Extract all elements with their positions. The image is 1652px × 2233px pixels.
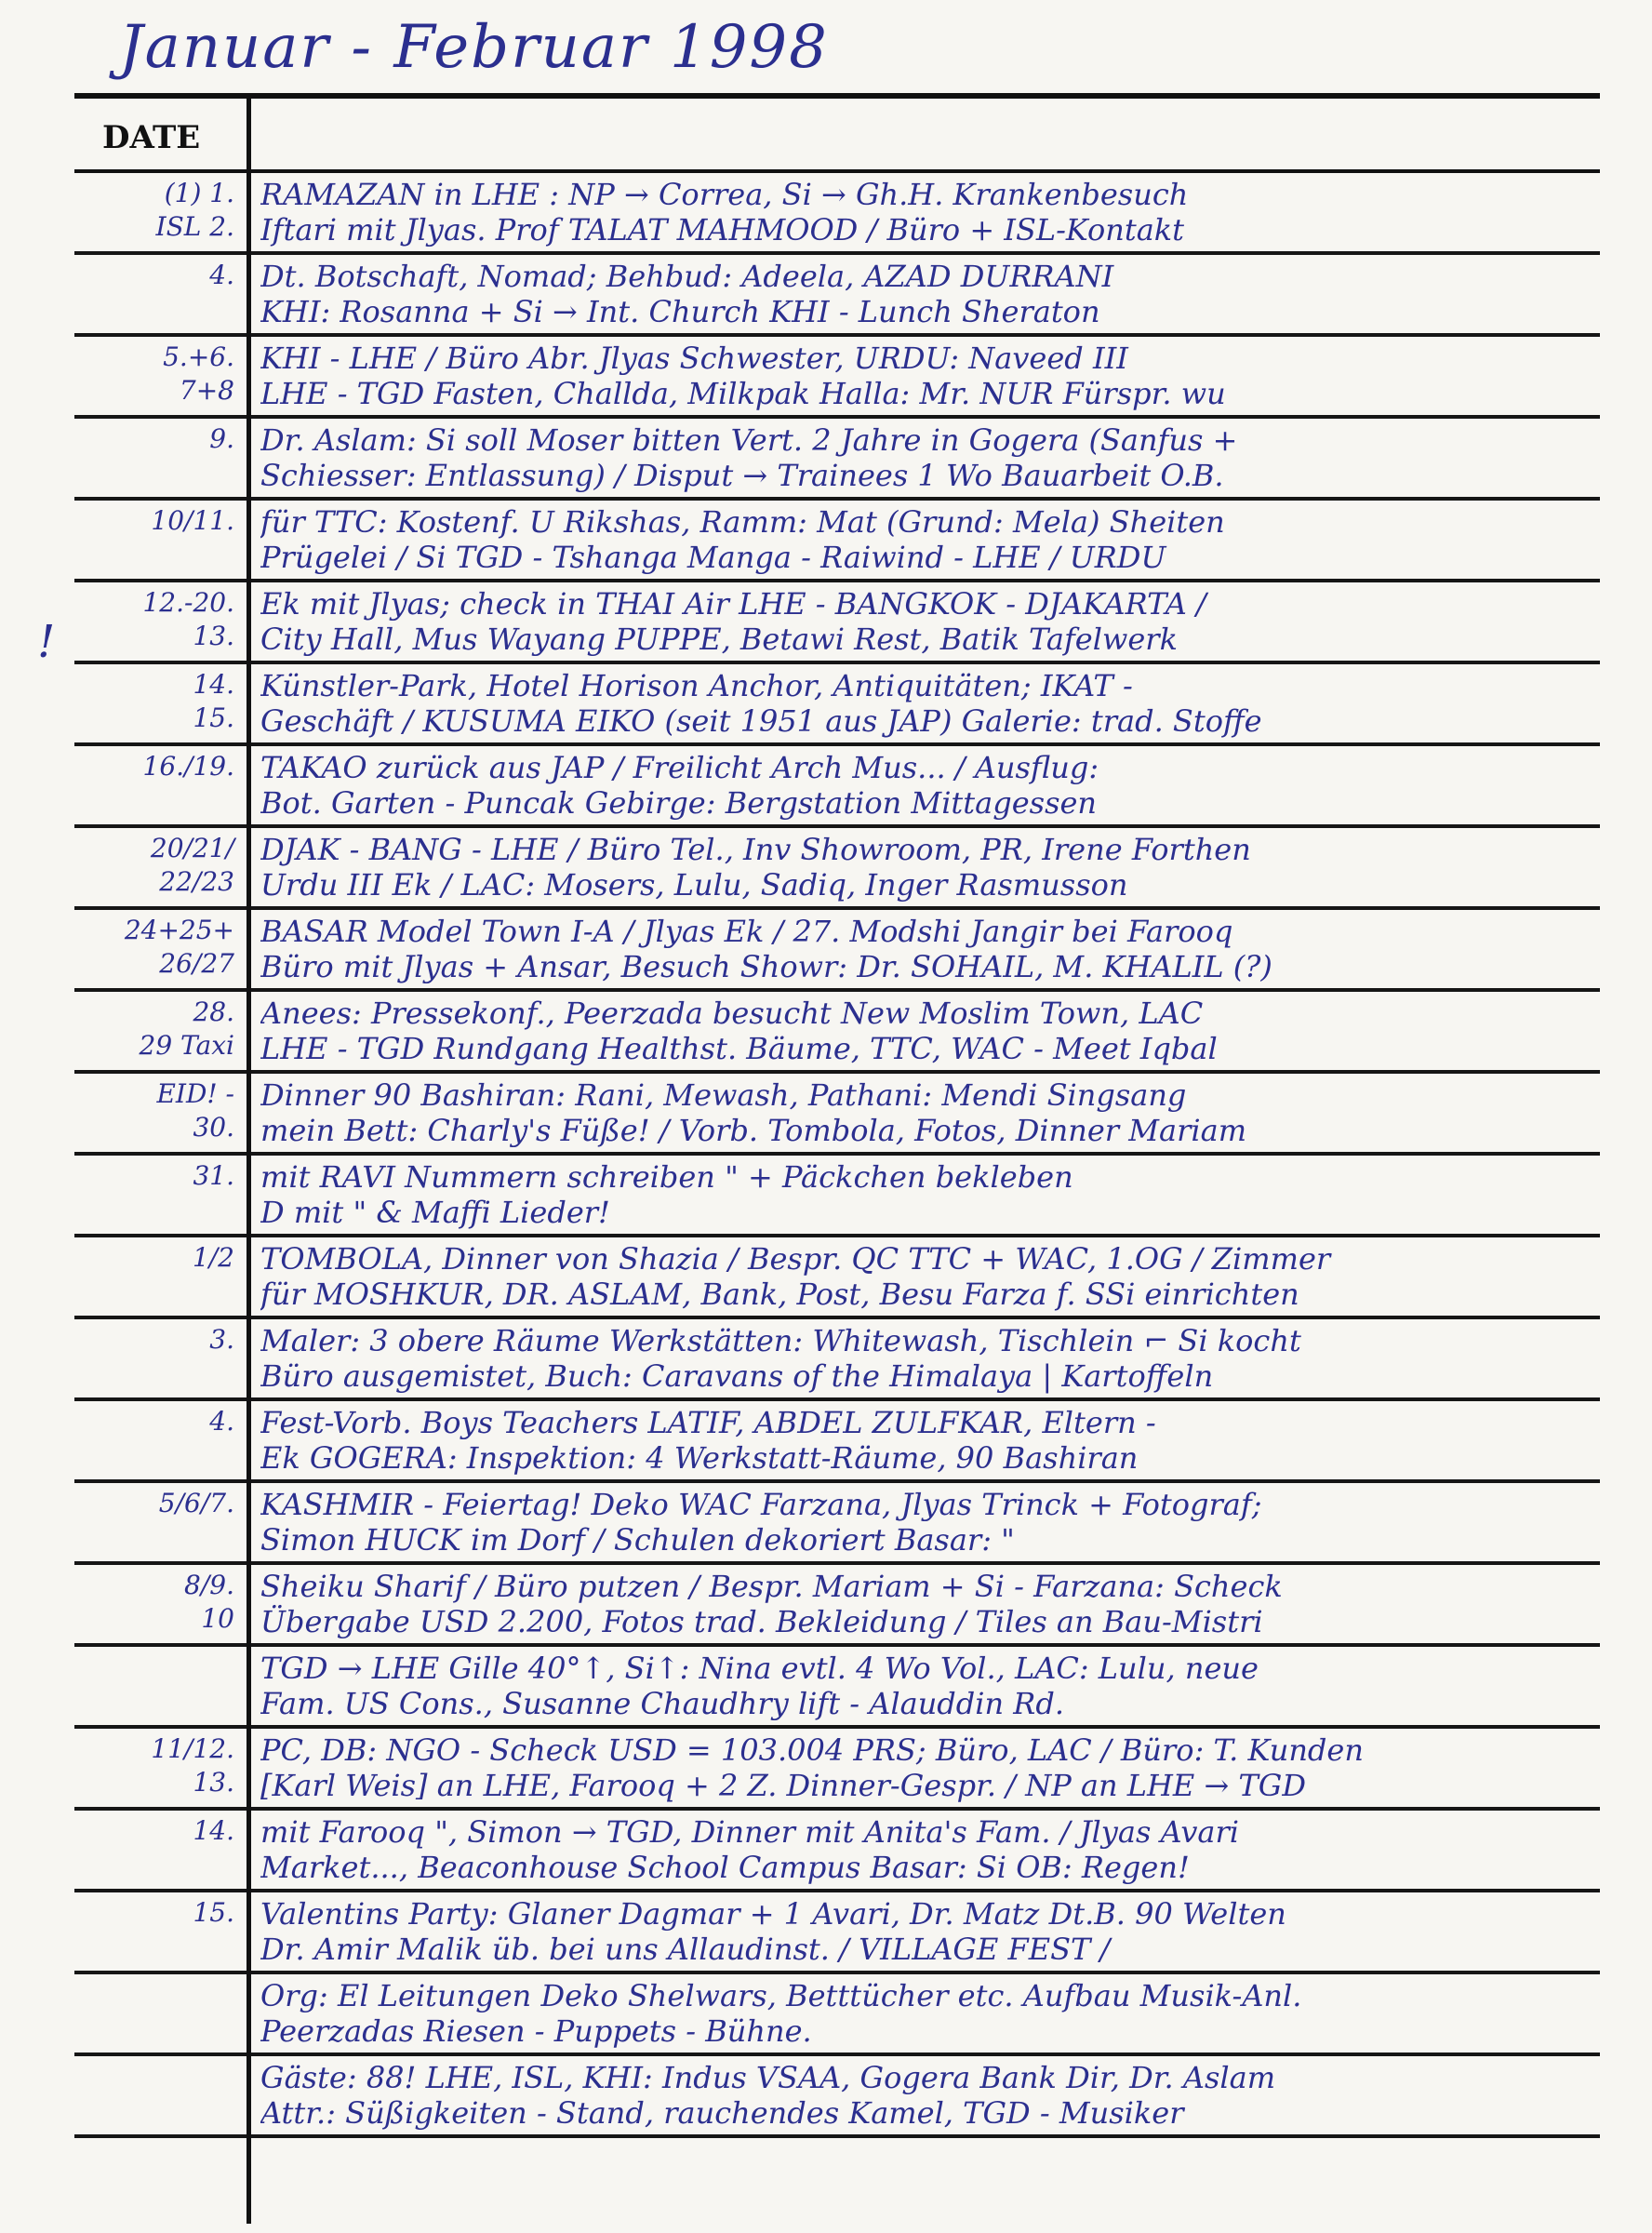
table-header <box>74 93 1600 173</box>
entry-line: Ek GOGERA: Inspektion: 4 Werkstatt-Räume, 90 Bashiran <box>260 1440 1139 1476</box>
row-date: 14. <box>193 1815 234 1846</box>
entry-line: Dt. Botschaft, Nomad; Behbud: Adeela, AZAD DURRANI <box>260 259 1114 294</box>
page-title: Januar - Februar 1998 <box>119 13 829 82</box>
entry-line: LHE - TGD Rundgang Healthst. Bäume, TTC, WAC - Meet Iqbal <box>260 1031 1218 1066</box>
row-entry <box>260 1405 1591 1481</box>
entry-line: BASAR Model Town I-A / Jlyas Ek / 27. Modshi Jangir bei Farooq <box>260 914 1233 949</box>
entry-line: [Karl Weis] an LHE, Farooq + 2 Z. Dinner-Gespr. / NP an LHE → TGD <box>260 1768 1306 1803</box>
row-entry <box>260 504 1591 581</box>
row-entry <box>260 177 1591 253</box>
row-date: 15. <box>193 1897 234 1928</box>
diary-row <box>74 1811 1600 1892</box>
entry-line: DJAK - BANG - LHE / Büro Tel., Inv Showroom, PR, Irene Forthen <box>260 832 1251 867</box>
diary-row <box>74 2056 1600 2138</box>
row-entry <box>260 914 1591 990</box>
diary-row <box>74 1483 1600 1565</box>
row-entry <box>260 1732 1591 1809</box>
diary-row <box>74 1319 1600 1401</box>
diary-row <box>74 1974 1600 2056</box>
date-column-header: DATE <box>102 119 201 156</box>
row-date: 20/21/ 22/23 <box>150 833 234 897</box>
entry-line: TOMBOLA, Dinner von Shazia / Bespr. QC TTC + WAC, 1.OG / Zimmer <box>260 1241 1331 1277</box>
entry-line: Valentins Party: Glaner Dagmar + 1 Avari, Dr. Matz Dt.B. 90 Welten <box>260 1896 1286 1932</box>
entry-line: PC, DB: NGO - Scheck USD = 103.004 PRS; Büro, LAC / Büro: T. Kunden <box>260 1732 1364 1768</box>
row-entry <box>260 832 1591 908</box>
entry-line: Schiesser: Entlassung) / Disput → Trainees 1 Wo Bauarbeit O.B. <box>260 458 1224 493</box>
row-date: 5/6/7. <box>158 1488 234 1518</box>
row-entry <box>260 1978 1591 2054</box>
entry-line: RAMAZAN in LHE : NP → Correa, Si → Gh.H. Krankenbesuch <box>260 177 1189 212</box>
entry-line: Büro ausgemistet, Buch: Caravans of the Himalaya | Kartoffeln <box>260 1358 1214 1394</box>
row-entry <box>260 259 1591 335</box>
row-date: 14. 15. <box>193 669 234 733</box>
diary-row <box>74 1565 1600 1647</box>
diary-row <box>74 664 1600 746</box>
row-entry <box>260 750 1591 826</box>
row-entry <box>260 1896 1591 1972</box>
diary-row <box>74 1401 1600 1483</box>
row-entry <box>260 1814 1591 1891</box>
diary-row <box>74 746 1600 828</box>
entry-line: Geschäft / KUSUMA EIKO (seit 1951 aus JAP) Galerie: trad. Stoffe <box>260 703 1262 739</box>
entry-line: Urdu III Ek / LAC: Mosers, Lulu, Sadiq, Inger Rasmusson <box>260 867 1128 903</box>
entry-line: Prügelei / Si TGD - Tshanga Manga - Raiwind - LHE / URDU <box>260 540 1166 575</box>
entry-line: Ek mit Jlyas; check in THAI Air LHE - BANGKOK - DJAKARTA / <box>260 586 1206 622</box>
row-date: 4. <box>209 260 234 290</box>
diary-row <box>74 828 1600 910</box>
entry-line: KASHMIR - Feiertag! Deko WAC Farzana, Jlyas Trinck + Fotograf; <box>260 1487 1262 1522</box>
row-entry <box>260 1323 1591 1399</box>
entry-line: mein Bett: Charly's Füße! / Vorb. Tombola, Fotos, Dinner Mariam <box>260 1113 1247 1148</box>
row-date: 11/12. 13. <box>151 1733 234 1798</box>
diary-page <box>74 93 1600 2224</box>
entry-line: Org: El Leitungen Deko Shelwars, Betttücher etc. Aufbau Musik-Anl. <box>260 1978 1302 2013</box>
entry-line: Dinner 90 Bashiran: Rani, Mewash, Pathani: Mendi Singsang <box>260 1077 1187 1113</box>
row-entry <box>260 1487 1591 1563</box>
row-date: (1) 1. ISL 2. <box>155 178 234 242</box>
entry-line: Fam. US Cons., Susanne Chaudhry lift - Alauddin Rd. <box>260 1686 1065 1721</box>
entry-line: Dr. Amir Malik üb. bei uns Allaudinst. / VILLAGE FEST / <box>260 1932 1111 1967</box>
diary-row <box>74 582 1600 664</box>
entry-line: KHI - LHE / Büro Abr. Jlyas Schwester, URDU: Naveed III <box>260 341 1128 376</box>
row-entry <box>260 1569 1591 1645</box>
diary-row <box>74 501 1600 582</box>
diary-row <box>74 1237 1600 1319</box>
entry-line: Sheiku Sharif / Büro putzen / Bespr. Mariam + Si - Farzana: Scheck <box>260 1569 1283 1604</box>
column-divider <box>246 93 251 2224</box>
entry-line: Market..., Beaconhouse School Campus Basar: Si OB: Regen! <box>260 1850 1190 1885</box>
row-entry <box>260 1159 1591 1236</box>
row-date <box>74 1978 244 2052</box>
row-date: 24+25+ 26/27 <box>124 915 234 979</box>
entry-line: mit RAVI Nummern schreiben " + Päckchen bekleben <box>260 1159 1073 1195</box>
row-entry <box>260 2060 1591 2136</box>
row-date: 28. 29 Taxi <box>139 996 234 1061</box>
diary-row <box>74 255 1600 337</box>
entry-line: Attr.: Süßigkeiten - Stand, rauchendes Kamel, TGD - Musiker <box>260 2095 1184 2131</box>
diary-row <box>74 992 1600 1074</box>
diary-row <box>74 1156 1600 1237</box>
row-entry <box>260 422 1591 499</box>
row-entry <box>260 996 1591 1072</box>
entry-line: Peerzadas Riesen - Puppets - Bühne. <box>260 2013 812 2049</box>
diary-row <box>74 419 1600 501</box>
row-date <box>74 1651 244 1725</box>
row-date: 10/11. <box>151 505 234 536</box>
entry-line: Bot. Garten - Puncak Gebirge: Bergstation Mittagessen <box>260 785 1098 821</box>
row-date: 5.+6. 7+8 <box>163 341 234 406</box>
row-entry <box>260 341 1591 417</box>
entry-line: für MOSHKUR, DR. ASLAM, Bank, Post, Besu Farza f. SSi einrichten <box>260 1277 1299 1312</box>
diary-row <box>74 173 1600 255</box>
entry-line: Künstler-Park, Hotel Horison Anchor, Antiquitäten; IKAT - <box>260 668 1133 703</box>
row-date <box>74 2060 244 2134</box>
diary-row <box>74 1647 1600 1729</box>
row-date: 31. <box>193 1160 234 1191</box>
row-entry <box>260 1077 1591 1154</box>
entry-line: Dr. Aslam: Si soll Moser bitten Vert. 2 Jahre in Gogera (Sanfus + <box>260 422 1238 458</box>
diary-rows <box>74 173 1600 2138</box>
margin-exclamation: ! <box>37 616 56 668</box>
row-date: 1/2 <box>192 1242 234 1273</box>
entry-line: KHI: Rosanna + Si → Int. Church KHI - Lunch Sheraton <box>260 294 1100 329</box>
row-date: 8/9. 10 <box>184 1570 234 1634</box>
row-date: 12.-20. 13. <box>142 587 234 651</box>
entry-line: für TTC: Kostenf. U Rikshas, Ramm: Mat (Grund: Mela) Sheiten <box>260 504 1225 540</box>
entry-line: Übergabe USD 2.200, Fotos trad. Bekleidung / Tiles an Bau-Mistri <box>260 1604 1263 1639</box>
entry-line: Iftari mit Jlyas. Prof TALAT MAHMOOD / Büro + ISL-Kontakt <box>260 212 1185 247</box>
row-date: 3. <box>209 1324 234 1355</box>
entry-line: Anees: Pressekonf., Peerzada besucht New Moslim Town, LAC <box>260 996 1204 1031</box>
row-entry <box>260 1241 1591 1317</box>
entry-line: TGD → LHE Gille 40°↑, Si↑: Nina evtl. 4 Wo Vol., LAC: Lulu, neue <box>260 1651 1259 1686</box>
row-date: 9. <box>209 423 234 454</box>
diary-row <box>74 1729 1600 1811</box>
diary-row <box>74 1074 1600 1156</box>
row-entry <box>260 668 1591 744</box>
entry-line: City Hall, Mus Wayang PUPPE, Betawi Rest, Batik Tafelwerk <box>260 622 1178 657</box>
entry-line: LHE - TGD Fasten, Challda, Milkpak Halla: Mr. NUR Fürspr. wu <box>260 376 1226 411</box>
diary-row <box>74 910 1600 992</box>
entry-line: D mit " & Maffi Lieder! <box>260 1195 610 1230</box>
entry-line: Gäste: 88! LHE, ISL, KHI: Indus VSAA, Gogera Bank Dir, Dr. Aslam <box>260 2060 1276 2095</box>
entry-line: mit Farooq ", Simon → TGD, Dinner mit Anita's Fam. / Jlyas Avari <box>260 1814 1240 1850</box>
row-date: 4. <box>209 1406 234 1437</box>
row-date: EID! - 30. <box>156 1078 234 1143</box>
row-entry <box>260 1651 1591 1727</box>
diary-row <box>74 337 1600 419</box>
row-date: 16./19. <box>142 751 234 782</box>
entry-line: Simon HUCK im Dorf / Schulen dekoriert Basar: " <box>260 1522 1015 1558</box>
entry-line: TAKAO zurück aus JAP / Freilicht Arch Mus... / Ausflug: <box>260 750 1099 785</box>
entry-line: Fest-Vorb. Boys Teachers LATIF, ABDEL ZULFKAR, Eltern - <box>260 1405 1156 1440</box>
row-entry <box>260 586 1591 662</box>
diary-row <box>74 1892 1600 1974</box>
entry-line: Maler: 3 obere Räume Werkstätten: Whitewash, Tischlein ⌐ Si kocht <box>260 1323 1301 1358</box>
entry-line: Büro mit Jlyas + Ansar, Besuch Showr: Dr. SOHAIL, M. KHALIL (?) <box>260 949 1272 984</box>
